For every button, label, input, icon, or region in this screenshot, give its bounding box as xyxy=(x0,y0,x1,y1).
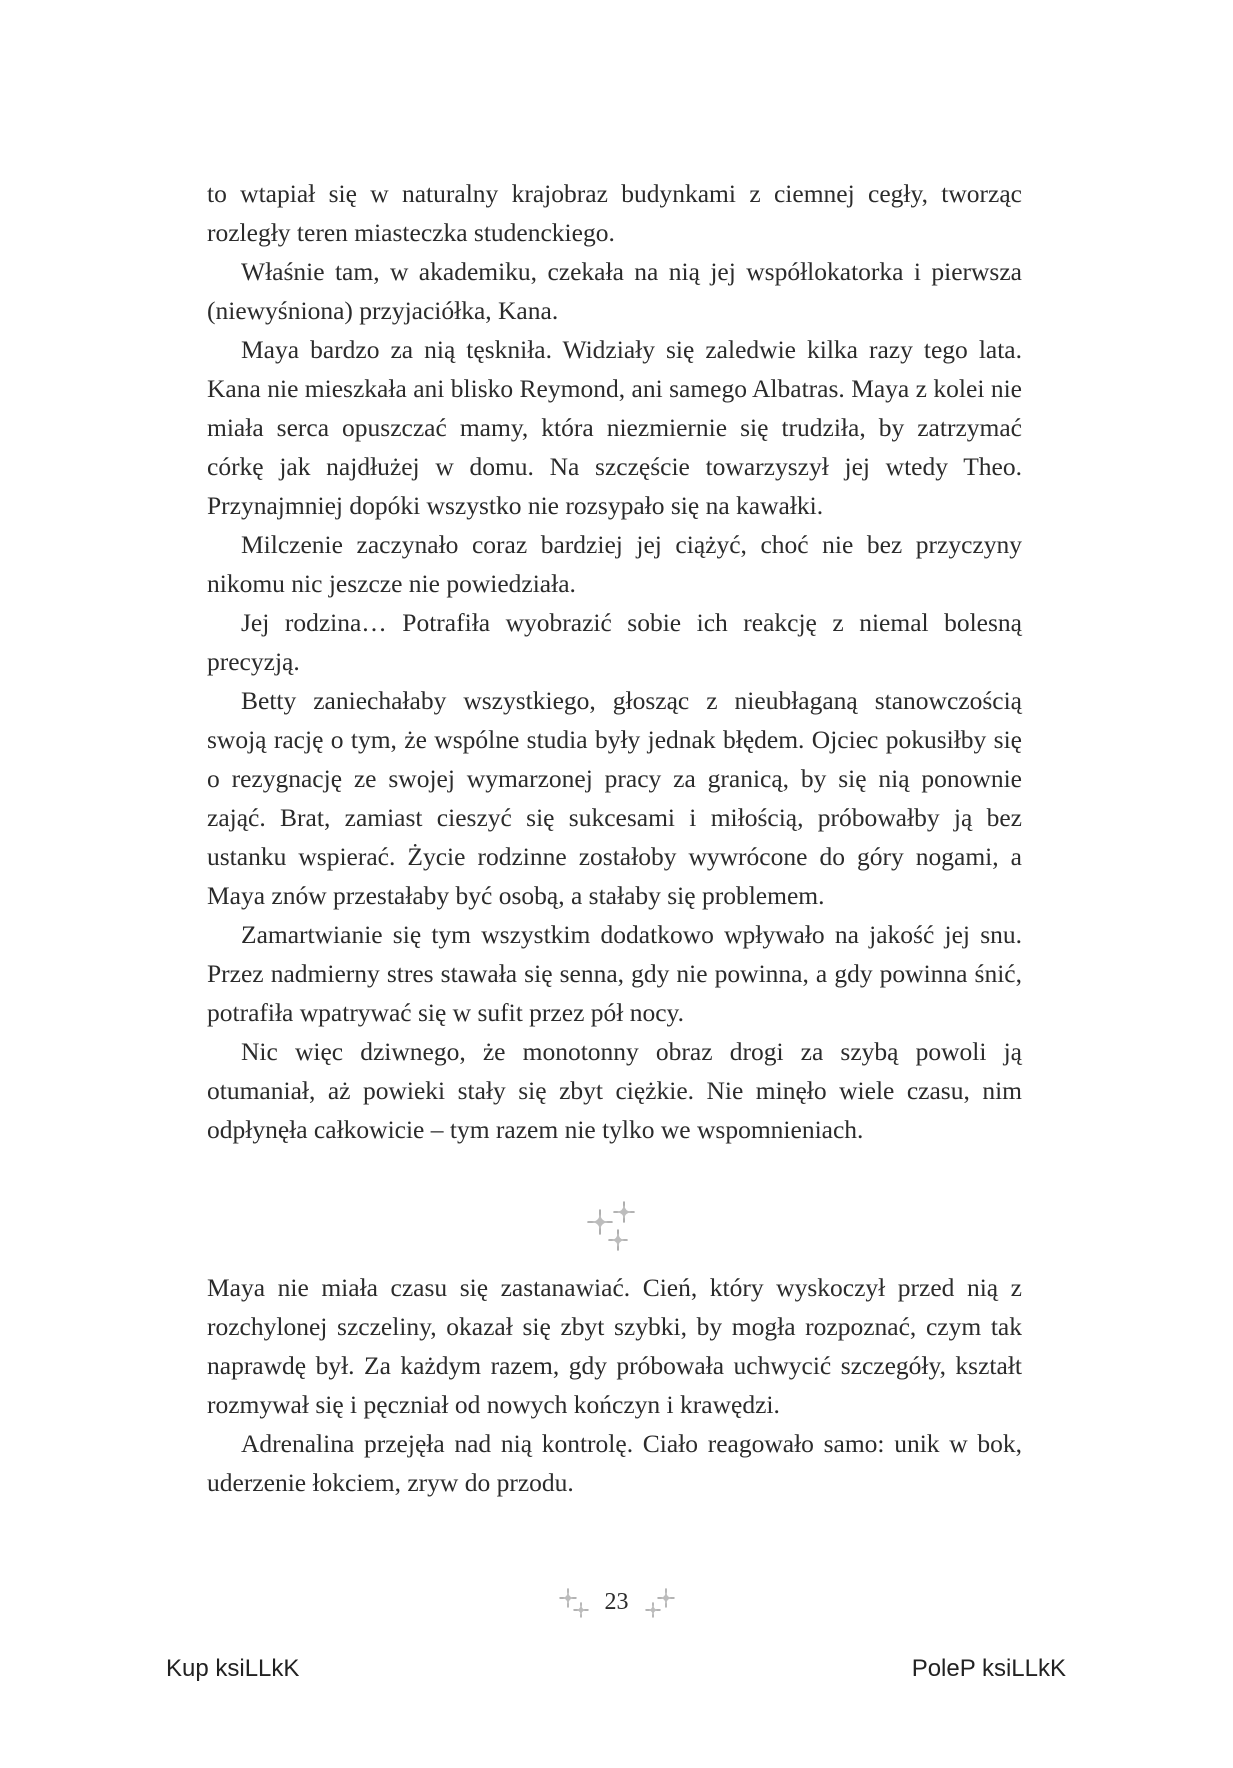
paragraph: Zamartwianie się tym wszystkim dodatkowo wpływało na jakość jej snu. Przez nadmierny stres stawała się senna, gdy nie powinna, a gdy powinna śnić, potrafiła wpatrywać się w sufit przez pół nocy. xyxy=(207,920,1022,1027)
paragraph: to wtapiał się w naturalny krajobraz budynkami z ciemnej cegły, tworząc rozległy teren miasteczka studenckiego. xyxy=(207,179,1022,247)
paragraph: Nic więc dziwnego, że monotonny obraz drogi za szybą powoli ją otumaniał, aż powieki stały się zbyt ciężkie. Nie minęło wiele czasu, nim odpłynęła całkowicie – tym razem nie tylko we wspomnieniach. xyxy=(207,1037,1022,1144)
paragraph: Jej rodzina… Potrafiła wyobrazić sobie ich reakcję z niemal bolesną precyzją. xyxy=(207,608,1022,676)
paragraph: Właśnie tam, w akademiku, czekała na nią jej współlokatorka i pierwsza (niewyśniona) przyjaciółka, Kana. xyxy=(207,257,1022,325)
recommend-book-link[interactable]: PoleP ksiLLkK xyxy=(911,1655,1066,1682)
page-number: 23 xyxy=(604,1588,629,1615)
paragraph: Milczenie zaczynało coraz bardziej jej ciążyć, choć nie bez przyczyny nikomu nic jeszcze nie powiedziała. xyxy=(207,530,1022,598)
paragraph: Maya nie miała czasu się zastanawiać. Cień, który wyskoczył przed nią z rozchylonej szczeliny, okazał się zbyt szybki, by mogła rozpoznać, czym tak naprawdę był. Za każdym razem, gdy próbowała uchwycić szczegóły, kształt rozmywał się i pęczniał od nowych kończyn i krawędzi. xyxy=(207,1273,1022,1419)
sparkle-stars-icon xyxy=(580,1200,650,1252)
paragraph: Betty zaniechałaby wszystkiego, głosząc z nieubłaganą stanowczością swoją rację o tym, że wspólne studia były jednak błędem. Ojciec pokusiłby się o rezygnację ze swojej wymarzonej pracy za granicą, by się nią ponownie zająć. Brat, zamiast cieszyć się sukcesami i miłością, próbowałby ją bez ustanku wspierać. Życie rodzinne zostałoby wywrócone do góry nogami, a Maya znów przestałaby być osobą, a stałaby się problemem. xyxy=(207,686,1022,910)
main-text-bottom xyxy=(207,1268,1022,1502)
sparkle-left-icon xyxy=(557,1585,591,1619)
main-text-top xyxy=(207,174,1022,1149)
buy-book-link[interactable]: Kup ksiLLkK xyxy=(166,1655,300,1682)
sparkle-right-icon xyxy=(643,1585,677,1619)
page-number-row xyxy=(0,1585,1233,1625)
paragraph: Adrenalina przejęła nad nią kontrolę. Ciało reagowało samo: unik w bok, uderzenie łokciem, zryw do przodu. xyxy=(207,1429,1022,1497)
paragraph: Maya bardzo za nią tęskniła. Widziały się zaledwie kilka razy tego lata. Kana nie mieszkała ani blisko Reymond, ani samego Albatras. Maya z kolei nie miała serca opuszczać mamy, która niezmiernie się trudziła, by zatrzymać córkę jak najdłużej w domu. Na szczęście towarzyszył jej wtedy Theo. Przynajmniej dopóki wszystko nie rozsypało się na kawałki. xyxy=(207,335,1022,520)
